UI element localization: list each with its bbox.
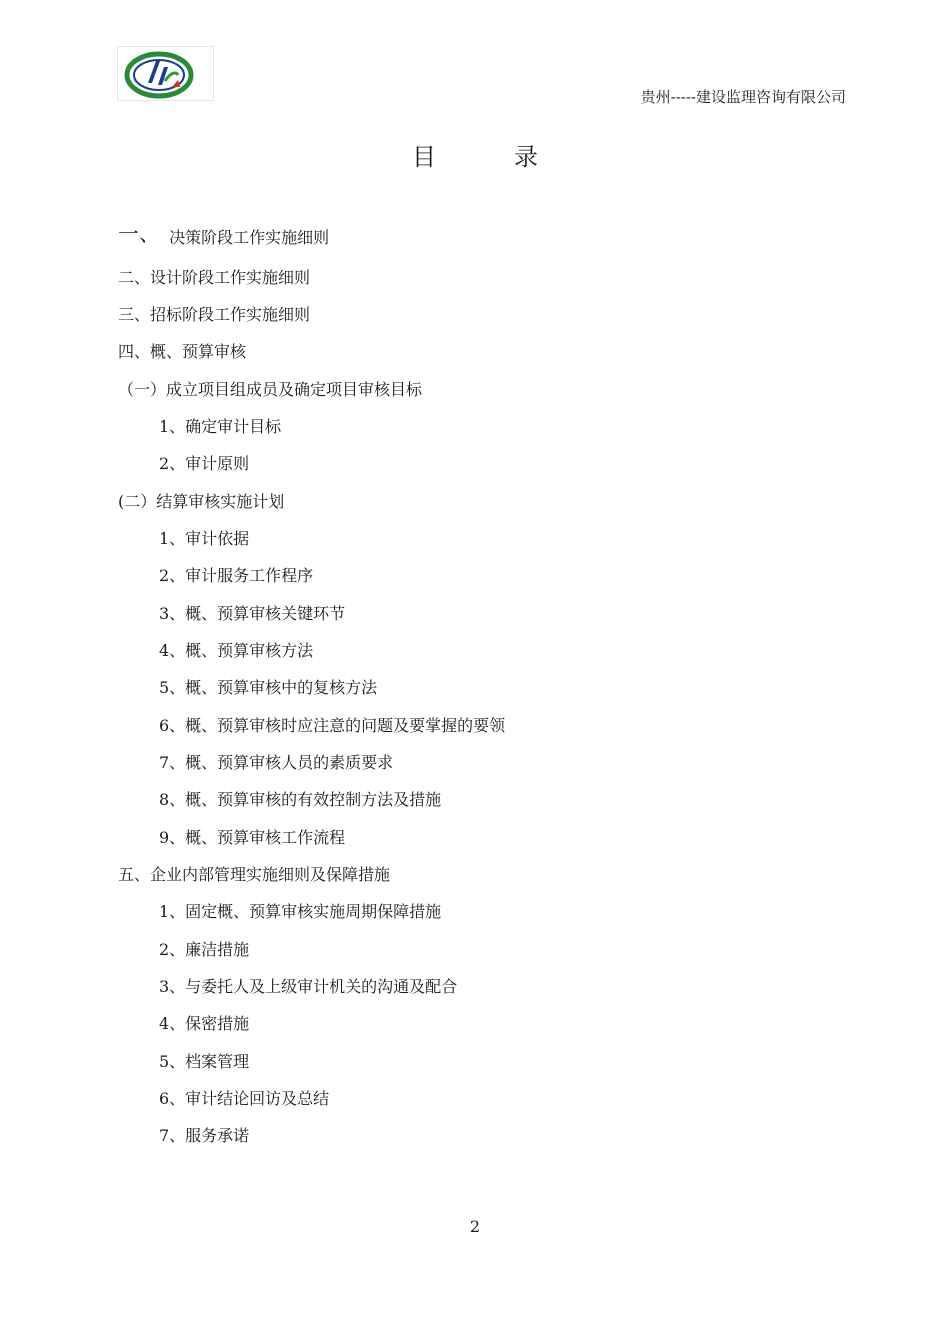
page-title — [0, 137, 950, 172]
logo-emblem-icon — [118, 47, 213, 100]
toc-item: 三、招标阶段工作实施细则 — [118, 305, 311, 324]
toc-item: 1、固定概、预算审核实施周期保障措施 — [159, 902, 442, 921]
company-logo — [117, 46, 214, 101]
toc-item: 二、设计阶段工作实施细则 — [118, 268, 311, 287]
toc-item: 7、概、预算审核人员的素质要求 — [159, 753, 394, 772]
toc-item-number: 一、 — [118, 222, 160, 246]
toc-item: 8、概、预算审核的有效控制方法及措施 — [159, 790, 442, 809]
toc-item: 6、审计结论回访及总结 — [159, 1089, 330, 1108]
company-name: 贵州-----建设监理咨询有限公司 — [640, 88, 846, 106]
toc-item: 9、概、预算审核工作流程 — [159, 828, 346, 847]
toc-item: 4、概、预算审核方法 — [159, 641, 314, 660]
title-char-right: 录 — [514, 143, 538, 171]
toc-item: (二）结算审核实施计划 — [118, 492, 285, 511]
toc-item: 6、概、预算审核时应注意的问题及要掌握的要领 — [159, 716, 506, 735]
toc-item: 5、档案管理 — [159, 1052, 250, 1071]
toc-item: 7、服务承诺 — [159, 1126, 250, 1145]
toc-item: 2、廉洁措施 — [159, 940, 250, 959]
toc-item — [118, 222, 330, 247]
toc-item: 3、概、预算审核关键环节 — [159, 604, 346, 623]
toc-item: 1、审计依据 — [159, 529, 250, 548]
page-number: 2 — [469, 1217, 481, 1236]
toc-item: 1、确定审计目标 — [159, 417, 282, 436]
toc-item: 五、企业内部管理实施细则及保障措施 — [118, 865, 391, 884]
toc-item: 4、保密措施 — [159, 1014, 250, 1033]
title-char-left: 目 — [412, 143, 436, 171]
toc-item: 2、审计服务工作程序 — [159, 566, 314, 585]
toc-item: （一）成立项目组成员及确定项目审核目标 — [118, 380, 423, 399]
toc-item: 四、概、预算审核 — [118, 342, 247, 361]
toc-item: 3、与委托人及上级审计机关的沟通及配合 — [159, 977, 458, 996]
toc-item-text: 决策阶段工作实施细则 — [169, 228, 330, 247]
toc-item: 2、审计原则 — [159, 454, 250, 473]
toc-item: 5、概、预算审核中的复核方法 — [159, 678, 378, 697]
